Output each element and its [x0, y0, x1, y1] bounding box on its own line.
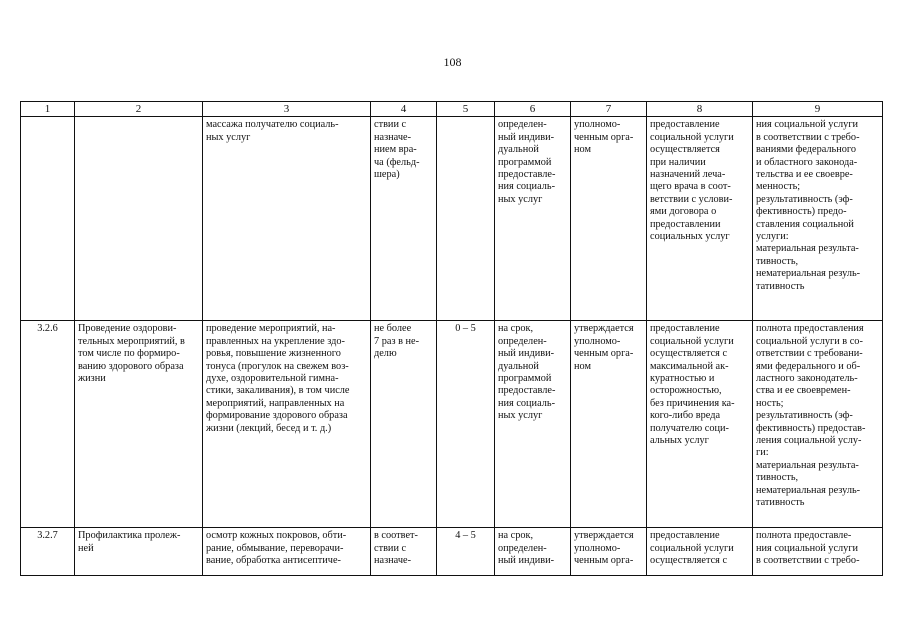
service-name-cell: Профилактика пролеж- ней	[75, 528, 203, 576]
column-header: 2	[75, 102, 203, 117]
service-rate-cell	[437, 117, 495, 321]
service-volume-cell: ствии с назначе- нием вра- ча (фельд- шера)	[371, 117, 437, 321]
column-header: 1	[21, 102, 75, 117]
service-quality-cell: полнота предоставле- ния социальной услуги в соответствии с требо-	[753, 528, 883, 576]
column-header: 4	[371, 102, 437, 117]
column-header: 5	[437, 102, 495, 117]
service-name-cell: Проведение оздорови- тельных мероприятий, в том числе по формиро- ванию здорового образа жизни	[75, 321, 203, 528]
table-header-row	[21, 102, 883, 117]
table-row	[21, 117, 883, 321]
service-description-cell: осмотр кожных покровов, обти- рание, обмывание, переворачи- вание, обработка антисептиче-	[203, 528, 371, 576]
service-cost-cell: утверждается уполномо- ченным орга- ном	[571, 321, 647, 528]
column-header: 6	[495, 102, 571, 117]
column-header: 9	[753, 102, 883, 117]
service-cost-cell: утверждается уполномо- ченным орга-	[571, 528, 647, 576]
service-name-cell	[75, 117, 203, 321]
service-cost-cell: уполномо- ченным орга- ном	[571, 117, 647, 321]
service-rate-cell: 0 – 5	[437, 321, 495, 528]
services-table	[20, 101, 883, 576]
page-number: 108	[443, 55, 462, 69]
service-description-cell: массажа получателю социаль- ных услуг	[203, 117, 371, 321]
column-header: 8	[647, 102, 753, 117]
service-volume-cell: не более 7 раз в не- делю	[371, 321, 437, 528]
service-term-cell: на срок, определен- ный индиви-	[495, 528, 571, 576]
table-row	[21, 528, 883, 576]
service-term-cell: определен- ный индиви- дуальной программой предоставле- ния социаль- ных услуг	[495, 117, 571, 321]
service-number-cell	[21, 117, 75, 321]
service-number-cell: 3.2.6	[21, 321, 75, 528]
service-number-cell: 3.2.7	[21, 528, 75, 576]
column-header: 3	[203, 102, 371, 117]
service-conditions-cell: предоставление социальной услуги осуществляется при наличии назначений леча- щего врача в соот- ветствии с услови- ями договора о предоставлении социальных услуг	[647, 117, 753, 321]
service-volume-cell: в соответ- ствии с назначе-	[371, 528, 437, 576]
service-description-cell: проведение мероприятий, на- правленных на укрепление здо- ровья, повышение жизненного тонуса (прогулок на свежем воз- духе, оздоровительной гимна- стики, закаливания), в том числе мероприятий, направленных на формирование здорового образа жизни (лекций, бесед и т. д.)	[203, 321, 371, 528]
service-conditions-cell: предоставление социальной услуги осуществляется с	[647, 528, 753, 576]
service-quality-cell: полнота предоставления социальной услуги в со- ответствии с требовани- ями федерального и об- ластного законодатель- ства и ее своевремен- ность; результативность (эф- фективность) предостав- ления социальной услу- ги: материальная результа- тивность, нематериальная резуль- тативность	[753, 321, 883, 528]
service-conditions-cell: предоставление социальной услуги осуществляется с максимальной ак- куратностью и осторожностью, без причинения ка- кого-либо вреда получателю соци- альных услуг	[647, 321, 753, 528]
service-rate-cell: 4 – 5	[437, 528, 495, 576]
table-row	[21, 321, 883, 528]
service-quality-cell: ния социальной услуги в соответствии с требо- ваниями федерального и областного законода- тельства и ее своевре- менность; результативность (эф- фективность) предо- ставления социальной услуги: материальная результа- тивность, нематериальная резуль- тативность	[753, 117, 883, 321]
service-term-cell: на срок, определен- ный индиви- дуальной программой предоставле- ния социаль- ных услуг	[495, 321, 571, 528]
column-header: 7	[571, 102, 647, 117]
